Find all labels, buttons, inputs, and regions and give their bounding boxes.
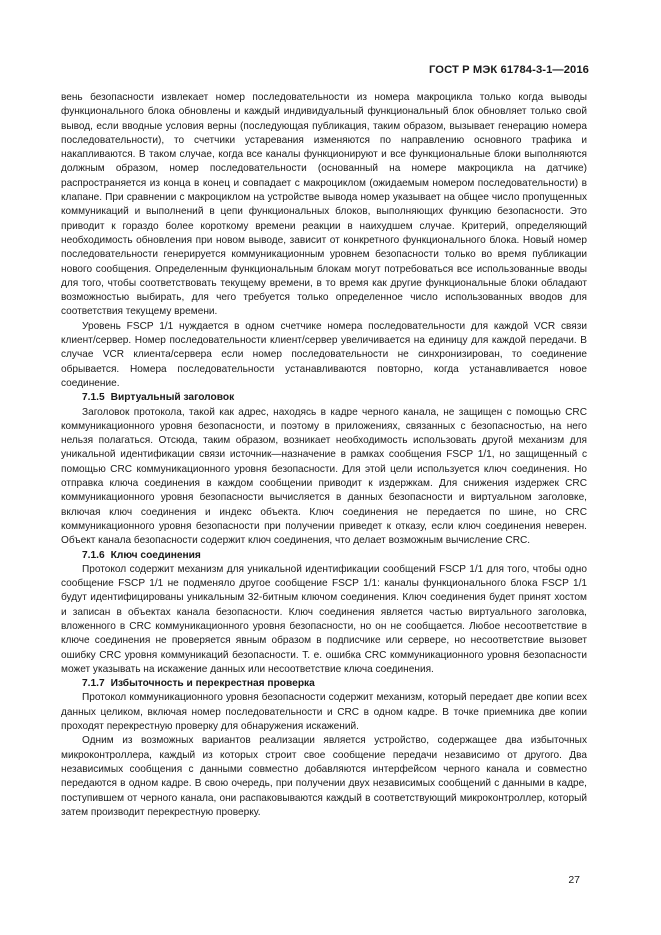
section-title: Виртуальный заголовок xyxy=(110,392,235,404)
section-number: 7.1.7 xyxy=(82,678,105,690)
section-heading-7-1-7 xyxy=(61,677,587,691)
paragraph: Протокол коммуникационного уровня безопасности содержит механизм, который передает две копии всех данных целиком, включая номер последовательности и CRC в одном кадре. В точке приемника две копии проходят перекрестную проверку для обнаружения искажений. xyxy=(61,692,587,733)
section-heading-7-1-6 xyxy=(61,549,587,563)
paragraph: вень безопасности извлекает номер последовательности из номера макроцикла только когда выводы функционального блока обновлены и каждый индивидуальный функциональный блок обновляет только свой вывод, если вводные условия верны (последующая публикация, таким образом, вызывает генерацию номера последовательности), то счетчики устаревания изменяются по направлению основного трафика и накапливаются. В таком случае, когда все каналы функционируют и все функциональные блоки выполняются должным образом, номер последовательности (основанный на номере макроцикла на датчике) распространяется из конца в конец и совпадает с макроциклом (ожидаемым номером последовательности) в клапане. При сравнении с макроциклом на устройстве вывода номер указывает на общее число пропущенных коммуникаций и выполнений в цепи функциональных блоков, выполняющих функцию безопасности. Это приводит к гораздо более короткому времени реакции в наихудшем случае. Критерий, определяющий необходимость обновления при новом выводе, зависит от конкретного функционального блока. Новый номер последовательности генерируется коммуникационным уровнем безопасности только во время публикации нового сообщения. Определенным функциональным блокам могут потребоваться все использованные вводы для того, чтобы соответствовать текущему времени, в то время как другие функциональные блоки обладают возможностью выбирать, для чего требуется только определенное число использованных вводов для соответствия текущему времени. xyxy=(61,92,587,318)
paragraph: Заголовок протокола, такой как адрес, находясь в кадре черного канала, не защищен с помощью CRC коммуникационного уровня безопасности, и поэтому в приложениях, связанных с безопасностью, на него нельзя полагаться. Отсюда, таким образом, возникает необходимость использовать другой механизм для уникальной идентификации связи источник—назначение в рамках сообщения FSCP 1/1, но защищенный с помощью CRC коммуникационного уровня безопасности. Для этой цели используется ключ соединения. Но отправка ключа соединения в каждом сообщении приводит к издержкам. Для снижения издержек CRC коммуникационного уровня безопасности вычисляется в данных безопасности и виртуальном заголовке, включая ключ соединения и индекс объекта. Ключ соединения не передается по шине, но CRC коммуникационного уровня безопасности при получении приведет к отказу, если ключ соединения неверен. Объект канала безопасности содержит ключ соединения, что делает возможным вычисление CRC. xyxy=(61,406,587,547)
paragraph: Одним из возможных вариантов реализации является устройство, содержащее два избыточных микроконтроллера, каждый из которых строит свое сообщение передачи независимо от другого. Два независимых сообщения с данными совместно добавляются интерфейсом черного канала и совместно передаются в одном кадре. В свою очередь, при получении двух независимых сообщений с данными в кадре, поступившем от черного канала, они распаковываются каждый в соответствующий микроконтроллер, который затем производит перекрестную проверку. xyxy=(61,735,587,818)
section-heading-7-1-5 xyxy=(61,391,587,405)
paragraph: Протокол содержит механизм для уникальной идентификации сообщений FSCP 1/1 для того, чтобы одно сообщение FSCP 1/1 не подменяло другое сообщение FSCP 1/1: каналы функционального блока FSCP 1/1 будут идентифицированы уникальным 32-битным ключом соединения. Ключ соединения будет принят хостом и записан в объектах канала безопасности. Ключ соединения является частью виртуального заголовка, вложенного в CRC коммуникационного уровня безопасности, но он не сообщается. Любое несоответствие в ключе соединения не проверяется явным образом в подписчике или сервере, но несоответствие вызовет ошибку CRC уровня коммуникаций безопасности. Т. е. ошибка CRC коммуникационного уровня безопасности может указывать на искажение данных или несоответствие ключа соединения. xyxy=(61,563,587,675)
section-number: 7.1.6 xyxy=(82,549,105,561)
standard-header: ГОСТ Р МЭК 61784-3-1—2016 xyxy=(428,64,589,76)
section-title: Избыточность и перекрестная проверка xyxy=(110,678,315,690)
page-number: 27 xyxy=(568,874,580,886)
document-body xyxy=(61,91,587,820)
paragraph: Уровень FSCP 1/1 нуждается в одном счетчике номера последовательности для каждой VCR связи клиент/сервер. Номер последовательности клиент/сервер увеличивается на единицу для каждой передачи. В случае VCR клиента/сервера если номер последовательности не синхронизирован, то соединение обрывается. Номера последовательности устанавливаются повторно, когда устанавливается новое соединение. xyxy=(61,320,587,389)
section-number: 7.1.5 xyxy=(82,392,105,404)
section-title: Ключ соединения xyxy=(110,549,201,561)
